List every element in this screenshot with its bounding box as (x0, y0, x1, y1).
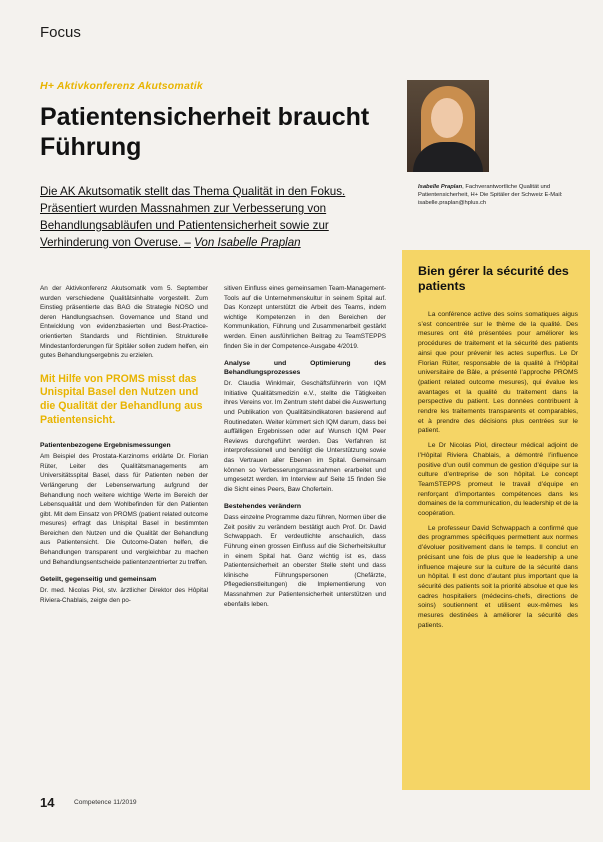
issue-label: Competence 11/2019 (74, 799, 137, 806)
author-photo (407, 80, 489, 172)
section-header: Focus (40, 24, 81, 41)
french-summary-box (402, 250, 590, 790)
paragraph: An der Aktivkonferenz Akutsomatik vom 5. September wurden verschiedene Qualitätsinhalte vorgestellt. Zum Einstieg präsentierte das BAG die Strategie NOSO und deren Handlungsachsen. Governance und Stand und Entwicklung von evidenzbasierten und Best-Practice-orientierten Standards und Richtlinien. Strukturelle Mindestanforderungen für Spitäler sollen zudem helfen, ein gutes Behandlungsergebnis zu erzielen. (40, 285, 208, 360)
paragraph: Dr. Claudia Winklmair, Geschäftsführerin von IQM Initiative Qualitätsmedizin e.V., stellte die Tätigkeiten ihres Vereins vor. Im Zentrum steht dabei die Auswertung und Publikation von Qualitätsindikatoren basierend auf Routinedaten. Weiter kümmert sich IQM darum, dass bei auffälligen Ergebnissen oder auf Wunsch IQM Peer Reviews durchgeführt werden. Das Verfahren ist interprofessionell und benötigt die Unterstützung sowie das Vertrauen aller Ebenen im Spital. Gemeinsam können so Verbesserungsmassnahmen erarbeitet und umgesetzt werden. Im Interview auf Seite 15 finden Sie die Sicht eines Peers, Baw Chofertein. (224, 380, 386, 493)
sidebar-paragraph: La conférence active des soins somatiques aigus s’est concentrée sur le thème de la qualité. Des mesures ont été présentées pour améliorer les procédures de traitement et la sécurité des patients ainsi que pour prévenir les actes superflus. Le Dr Florian Rüter, responsable de la qualité à l’Hôpital universitaire de Bâle, a présenté l’approche PROMS (patient related outcome mesures), qui évalue les avantages et la qualité du traitement dans la perspective du patient. Les données contribuent à rendre les traitements transparents et comparables, et à prendre des décisions plus centrées sur le patient. (418, 311, 578, 435)
pull-quote: Mit Hilfe von PROMS misst das Unispital Basel den Nutzen und die Qualität der Behandlung aus Patientensicht. (40, 372, 203, 426)
paragraph: sitiven Einfluss eines gemeinsamen Team-Management-Tools auf die Unternehmenskultur in seinem Spital auf. Das Konzept unterstützt die Arbeit des Teams, indem wichtige Kompetenzen in den Bereichen der Kommunikation, Führung und Zusammenarbeit gestärkt werden. Einen ausführlichen Beitrag zu TeamSTEPPS finden Sie in der Competence-Ausgabe 4/2019. (224, 285, 386, 350)
paragraph: Dr. med. Nicolas Piol, stv. ärztlicher Direktor des Hôpital Riviera-Chablais, zeigte den po- (40, 587, 208, 604)
subheading: Bestehendes verändern (224, 503, 302, 511)
text-column-1 (40, 284, 208, 611)
caption-name: Isabelle Praplan (418, 184, 463, 190)
text-column-2 (224, 284, 386, 615)
article-title: Patientensicherheit braucht Führung (40, 103, 370, 161)
subheading: Geteilt, gegenseitig und gemeinsam (40, 576, 157, 584)
sidebar-title: Bien gérer la sécurité des patients (418, 264, 569, 293)
caption-text: , Fachverantwortliche Qualität und Patientensicherheit, H+ Die Spitäler der Schweiz E-Mail: isabelle.praplan@hplus.ch (418, 184, 563, 206)
subheading: Analyse und Optimierung des Behandlungsprozesses (224, 360, 386, 377)
sidebar-paragraph: Le professeur David Schwappach a confirmé que des programmes spécifiques permettent aux normes d’évoluer positivement dans le temps. Il conclut en précisant une fois de plus que le leadership a une influence majeure sur la culture de la sécurité dans un hôpital. Il est donc d’autant plus important que la sécurité des patients soit la priorité absolue et que les cadres hospitaliers (médecins-chefs, directions de soins) soutiennent et utilisent eux-mêmes les mesures destinées à améliorer la sécurité des patients. (418, 524, 578, 629)
page-number: 14 (40, 795, 55, 810)
paragraph: Dass einzelne Programme dazu führen, Normen über die Zeit positiv zu verändern bestätigt auch Prof. Dr. David Schwappach. Er verdeutlichte anschaulich, dass Führung einen grossen Einfluss auf die Sicherheitskultur in einem Spital hat. Ganz wichtig ist es, dass Patientensicherheit an oberster Stelle steht und dass klinische Führungspersonen (Chefärzte, Pflegedienstleitungen) die Implementierung von Massnahmen zur Patientensicherheit unterstützen und ebenfalls leben. (224, 514, 386, 608)
paragraph: Am Beispiel des Prostata-Karzinoms erklärte Dr. Florian Rüter, Leiter des Qualitätsmanagements am Universitätsspital Basel, dass für Patienten neben der Verlängerung der Lebenserwartung aufgrund der Behandlung noch weitere wichtige Werte im Bereich der Lebensqualität und dem Wohlbefinden für den Patienten gibt. Mit dem Einsatz von PROMS (patient related outcome mesures) erfragt das Unispital Basel in bestimmten Bereichen den Nutzen und die Qualität der Behandlung aus Patientensicht. Die Outcome-Daten helfen, die Behandlungen transparent und vergleichbar zu machen und Behandlungsentscheide patientenzentrierter zu treffen. (40, 453, 208, 566)
article-kicker: H+ Aktivkonferenz Akutsomatik (40, 80, 203, 92)
photo-caption (418, 183, 588, 207)
subheading: Patientenbezogene Ergebnismessungen (40, 442, 171, 450)
lead-author: Von Isabelle Praplan (194, 236, 301, 249)
sidebar-text (418, 310, 578, 636)
article-lead (40, 183, 370, 251)
sidebar-paragraph: Le Dr Nicolas Piol, directeur médical adjoint de l’Hôpital Riviera Chablais, a démontré l’influence positive d’un outil commun de gestion d’équipe sur la culture d’entreprise de son hôpital. Le concept TeamSTEPPS promeut le travail d’équipe en renforçant d’importantes compétences dans les domaines de la communication, du leadership et de la coopération. (418, 442, 578, 518)
lead-text: Die AK Akutsomatik stellt das Thema Qualität in den Fokus. Präsentiert wurden Massnahmen zur Verbesserung von Behandlungsabläufen und Patientensicherheit sowie zur Verhinderung von Overuse. – (40, 185, 346, 249)
